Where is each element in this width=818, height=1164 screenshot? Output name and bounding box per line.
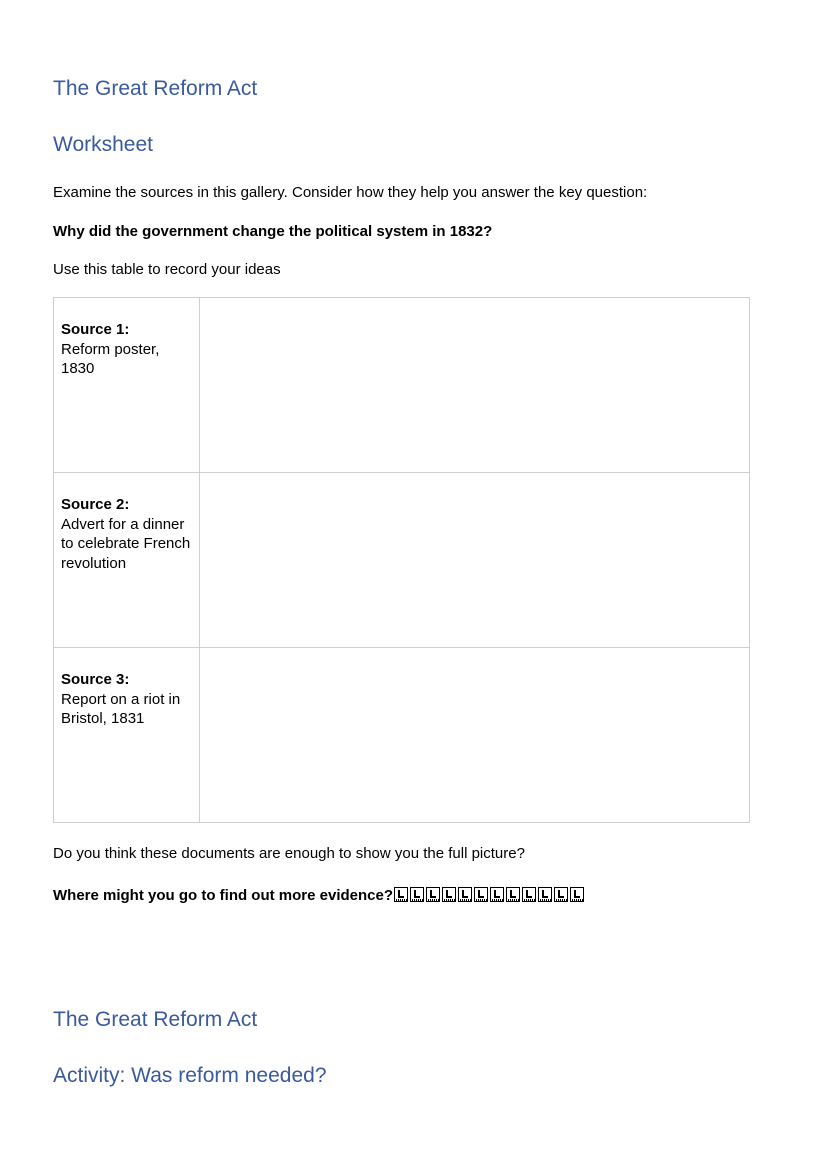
source-row-3 [54, 648, 750, 823]
missing-glyph-icon [458, 887, 472, 902]
evidence-question-line [53, 887, 586, 906]
missing-glyph-icons [394, 887, 586, 903]
missing-glyph-icon [490, 887, 504, 902]
source-label-cell [54, 473, 200, 648]
missing-glyph-icon [538, 887, 552, 902]
activity-title: The Great Reform Act [53, 1008, 258, 1031]
intro-text: Examine the sources in this gallery. Consider how they help you answer the key question: [53, 184, 648, 201]
missing-glyph-icon [570, 887, 584, 902]
source-title: Source 3: [61, 671, 130, 688]
missing-glyph-icon [554, 887, 568, 902]
source-answer-cell[interactable] [200, 298, 750, 473]
missing-glyph-icon [426, 887, 440, 902]
source-row-1 [54, 298, 750, 473]
source-answer-cell[interactable] [200, 648, 750, 823]
worksheet-subtitle: Worksheet [53, 133, 153, 156]
missing-glyph-icon [506, 887, 520, 902]
activity-subtitle: Activity: Was reform needed? [53, 1064, 327, 1087]
source-title: Source 2: [61, 496, 130, 513]
source-answer-cell[interactable] [200, 473, 750, 648]
source-label-cell [54, 648, 200, 823]
source-label-cell [54, 298, 200, 473]
source-description: Reform poster, 1830 [61, 340, 160, 377]
missing-glyph-icon [442, 887, 456, 902]
evidence-question: Where might you go to find out more evidence? [53, 887, 394, 904]
missing-glyph-icon [394, 887, 408, 902]
source-title: Source 1: [61, 321, 130, 338]
missing-glyph-icon [522, 887, 536, 902]
table-instruction: Use this table to record your ideas [53, 261, 281, 278]
source-row-2 [54, 473, 750, 648]
missing-glyph-icon [410, 887, 424, 902]
source-description: Report on a riot in Bristol, 1831 [61, 690, 181, 727]
sources-table [53, 297, 750, 823]
followup-question: Do you think these documents are enough to show you the full picture? [53, 845, 525, 862]
worksheet-title: The Great Reform Act [53, 77, 258, 100]
missing-glyph-icon [474, 887, 488, 902]
source-description: Advert for a dinner to celebrate French revolution [61, 515, 191, 572]
key-question: Why did the government change the political system in 1832? [53, 223, 493, 240]
